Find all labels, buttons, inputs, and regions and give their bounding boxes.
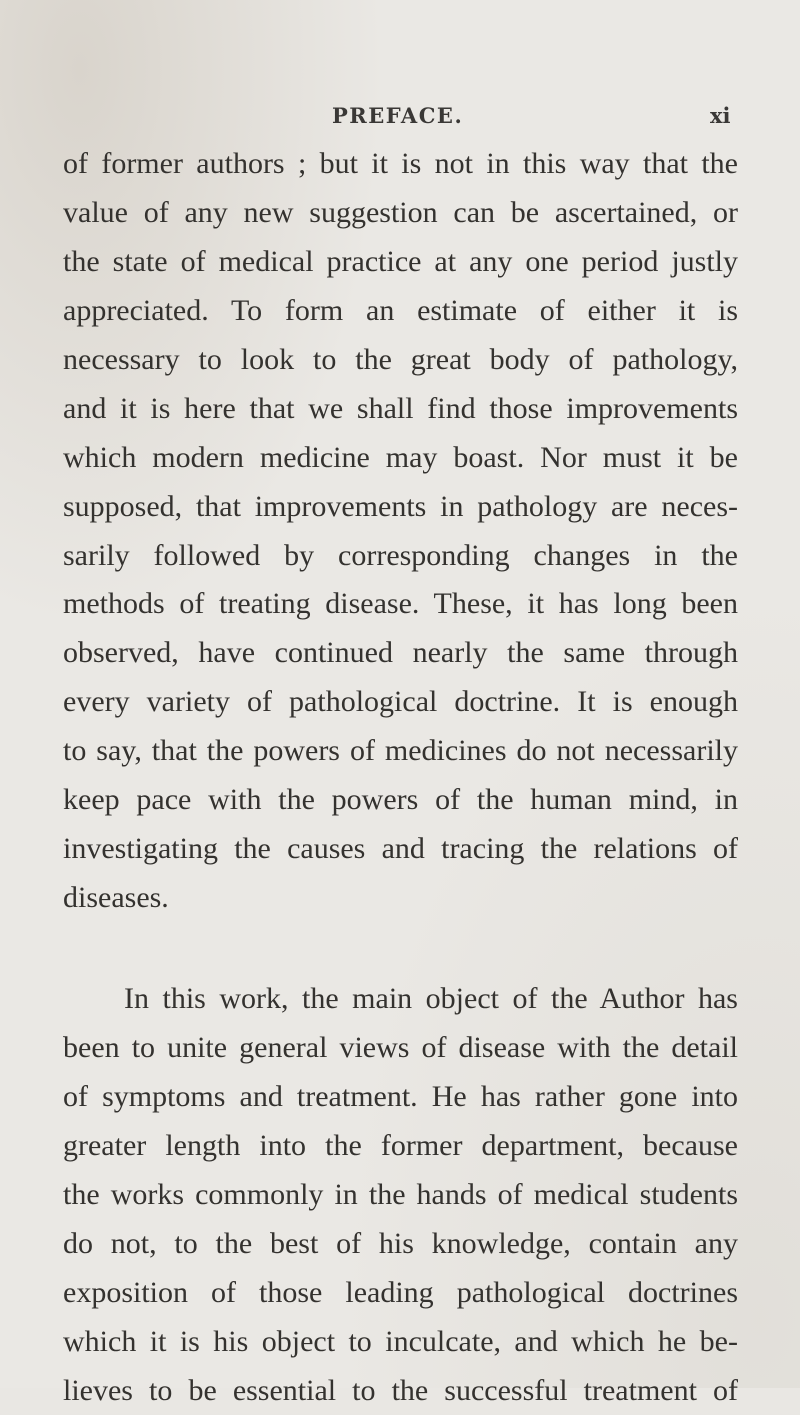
text-line: which it is his object to inculcate, and which he be- — [63, 1325, 738, 1358]
text-line: every variety of pathological doctrine. It is enough — [63, 685, 738, 718]
text-line: observed, have continued nearly the same through — [63, 636, 738, 669]
text-line: value of any new suggestion can be ascertained, or — [63, 196, 738, 229]
text-line: methods of treating disease. These, it has long been — [63, 587, 738, 620]
running-head — [0, 103, 800, 133]
running-title: PREFACE. — [332, 103, 464, 128]
text-line: to say, that the powers of medicines do not necessarily — [63, 734, 738, 767]
text-line: of symptoms and treatment. He has rather gone into — [63, 1080, 738, 1113]
text-line: the works commonly in the hands of medical students — [63, 1178, 738, 1211]
text-line: appreciated. To form an estimate of either it is — [63, 294, 738, 327]
text-line: do not, to the best of his knowledge, contain any — [63, 1227, 738, 1260]
text-line: of former authors ; but it is not in this way that the — [63, 147, 738, 180]
page-number: xi — [710, 103, 731, 128]
text-line: exposition of those leading pathological doctrines — [63, 1276, 738, 1309]
text-line: investigating the causes and tracing the relations of — [63, 832, 738, 865]
text-line: supposed, that improvements in pathology are neces- — [63, 490, 738, 523]
text-line: greater length into the former department, because — [63, 1129, 738, 1162]
text-line: been to unite general views of disease with the detail — [63, 1031, 738, 1064]
text-line: lieves to be essential to the successful treatment of — [63, 1374, 738, 1407]
text-line: sarily followed by corresponding changes in the — [63, 539, 738, 572]
text-line: the state of medical practice at any one period justly — [63, 245, 738, 278]
text-line: necessary to look to the great body of pathology, — [63, 343, 738, 376]
text-line: which modern medicine may boast. Nor must it be — [63, 441, 738, 474]
text-line: In this work, the main object of the Author has — [124, 982, 738, 1015]
text-line: and it is here that we shall find those improvements — [63, 392, 738, 425]
text-line: keep pace with the powers of the human mind, in — [63, 783, 738, 816]
text-line: diseases. — [63, 881, 169, 914]
